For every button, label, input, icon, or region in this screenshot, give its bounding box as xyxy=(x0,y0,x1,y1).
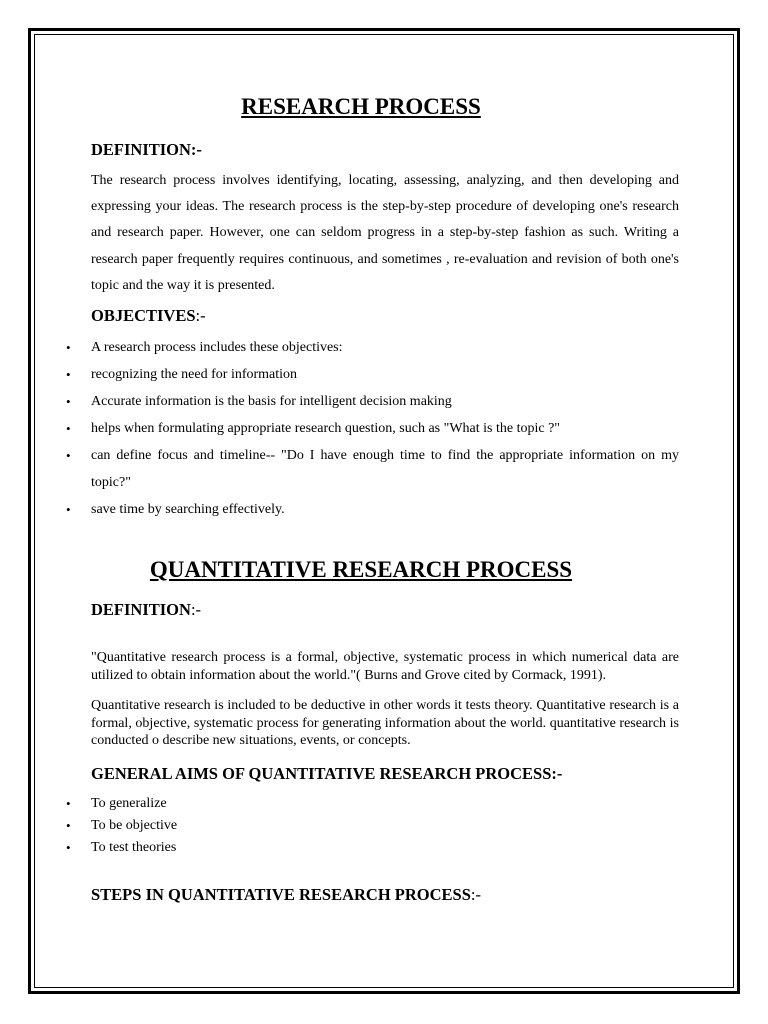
list-item: • To be objective xyxy=(91,815,679,837)
steps-heading-tail: :- xyxy=(470,885,481,904)
definition-quote: "Quantitative research process is a formal, objective, systematic process in which numerical data are utilized to obtain information about the world."( Burns and Grove cited by Cormack, 1991). xyxy=(91,650,679,683)
objectives-heading xyxy=(91,306,206,326)
list-item: • A research process includes these objectives: xyxy=(91,334,679,361)
objectives-heading-tail: :- xyxy=(195,306,206,325)
title-quantitative-research-process: QUANTITATIVE RESEARCH PROCESS xyxy=(149,557,573,582)
objectives-list xyxy=(91,334,679,523)
list-item: • helps when formulating appropriate research question, such as "What is the topic ?" xyxy=(91,415,679,442)
objectives-heading-text: OBJECTIVES xyxy=(91,306,196,325)
definition-heading-2-tail: :- xyxy=(190,600,202,619)
list-item: • recognizing the need for information xyxy=(91,361,679,388)
list-item: • can define focus and timeline-- "Do I have enough time to find the appropriate information on my topic?" xyxy=(91,442,679,496)
steps-heading xyxy=(91,885,481,905)
quantitative-description: Quantitative research is included to be deductive in other words it tests theory. Quantitative research is a formal, objective, systematic process for generating information about the world. quantitative research is conducted o describe new situations, events, or concepts. xyxy=(91,698,679,749)
definition-heading-2-text: DEFINITION xyxy=(91,600,191,619)
list-item: • Accurate information is the basis for intelligent decision making xyxy=(91,388,679,415)
general-aims-heading: GENERAL AIMS OF QUANTITATIVE RESEARCH PROCESS:- xyxy=(91,764,563,783)
title-research-process: RESEARCH PROCESS xyxy=(241,94,481,119)
list-item: • To generalize xyxy=(91,793,679,815)
list-item: • To test theories xyxy=(91,837,679,859)
aims-list xyxy=(91,793,679,859)
definition-heading-1: DEFINITION:- xyxy=(91,140,202,159)
list-item: • save time by searching effectively. xyxy=(91,496,679,523)
steps-heading-text: STEPS IN QUANTITATIVE RESEARCH PROCESS xyxy=(91,885,471,904)
definition-text-1: The research process involves identifying, locating, assessing, analyzing, and then developing and expressing your ideas. The research process is the step-by-step procedure of developing one's research and research paper. However, one can seldom progress in a step-by-step fashion as such. Writing a research paper frequently requires continuous, and sometimes , re-evaluation and revision of both one's topic and the way it is presented. xyxy=(91,173,679,293)
definition-heading-2 xyxy=(91,600,201,620)
